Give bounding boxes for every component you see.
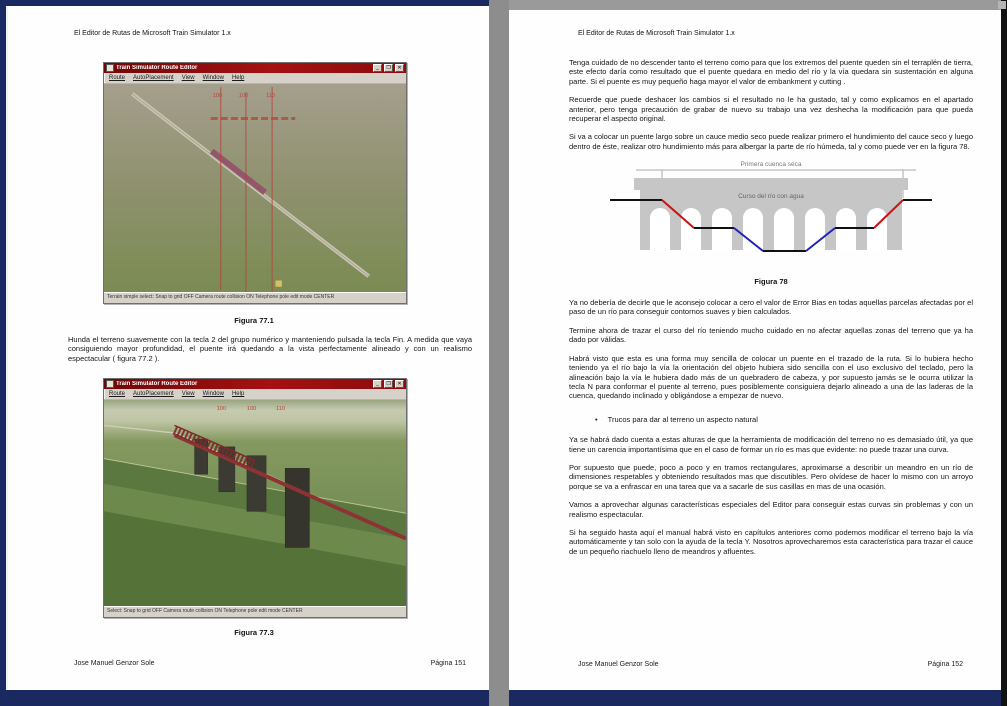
minimize-icon: _: [373, 380, 382, 388]
bridge-pier: [285, 468, 309, 547]
close-icon: ✕: [395, 64, 404, 72]
viewer-edge: [1001, 0, 1007, 706]
terrain-viewport: [104, 400, 406, 606]
footer-page-number: Página 151: [430, 660, 466, 667]
viewer-background-strip: [509, 0, 1001, 10]
paragraph: Recuerde que puede deshacer los cambios si el resultado no le ha gustado, tal y como explicamos en el apartado anterior, pero tenga precaución de grabar de nuevo su trabajo una vez deshecha la modificación para que pueda recuperar el aspecto original.: [569, 95, 973, 124]
footer-author: Jose Manuel Genzor Sole: [578, 661, 659, 668]
page-right: [509, 10, 1001, 690]
menu-route: Route: [109, 75, 126, 81]
paragraph: Ya se habrá dado cuenta a estas alturas de que la herramienta de modificación del terreno no es demasiado útil, ya que tiene un carencia importantísima que en el caso de formar un río es mas que evidente: no puede trazar una curva.: [569, 435, 973, 454]
app-icon: [106, 64, 114, 72]
right-page-body: [569, 58, 973, 565]
bridge-pier: [247, 456, 266, 512]
page-footer-left: [74, 660, 466, 667]
menu-window: Window: [202, 391, 224, 397]
page-header-right: El Editor de Rutas de Microsoft Train Simulator 1.x: [578, 30, 735, 37]
bullet-heading-text: Trucos para dar al terreno un aspecto natural: [607, 414, 758, 424]
figure-caption: Figura 77.3: [234, 628, 274, 637]
menu-view: View: [181, 391, 195, 397]
bullet-icon: •: [595, 414, 598, 424]
page-left: [6, 6, 491, 690]
terrain-viewport: [104, 84, 406, 292]
titlebar: [104, 63, 406, 73]
statusbar: Select: Snap to grid OFF Camera route collision ON Telephone pole edit mode CENTER: [104, 606, 406, 617]
menu-help: Help: [231, 75, 245, 81]
close-icon: ✕: [395, 380, 404, 388]
menubar: [104, 389, 406, 400]
gizmo-number: 100: [246, 405, 257, 412]
paragraph: Hunda el terreno suavemente con la tecla 2 del grupo numérico y manteniendo pulsada la tecla Fin. A medida que vaya consiguiendo mayor profundidad, el puente irá quedando a la vista perfectamente alineado y con un realismo espectacular ( figura 77.2 ).: [68, 335, 472, 363]
scrollbar-corner: [998, 1, 1006, 9]
page-header-left: El Editor de Rutas de Microsoft Train Simulator 1.x: [74, 30, 231, 37]
gizmo-number: 100: [212, 92, 222, 99]
bullet-heading: [595, 415, 973, 424]
bridge-profile-diagram: [606, 160, 936, 272]
window-title: Train Simulator Route Editor: [116, 381, 198, 387]
app-icon: [106, 380, 114, 388]
maximize-icon: ❒: [384, 380, 393, 388]
paragraph: Por supuesto que puede, poco a poco y en tramos rectangulares, aproximarse a describir un meandro en un río de dimensiones respetables y obteniendo resultados mas que discutibles. Pero olvídese de hacer lo mismo con un arroyo porque se va a enfrascar en una tarea que va a sacarle de sus casillas en mas de una ocasión.: [569, 462, 973, 491]
gizmo-number: 100: [216, 405, 226, 412]
viaduct-silhouette: [634, 178, 908, 250]
paragraph: Si va a colocar un puente largo sobre un cauce medio seco puede realizar primero el hundimiento del cauce seco y luego dentro de éste, realizar otro hundimiento más para albergar la parte de río húmeda, tal y como puede ver en la figura 78.: [569, 132, 973, 151]
cursor-marker: [275, 280, 282, 287]
terrain-scene-bridge: [104, 400, 406, 606]
screenshot-route-editor-1: [103, 62, 407, 304]
gizmo-number: 110: [276, 405, 285, 412]
paragraph: Habrá visto que esta es una forma muy sencilla de colocar un puente en el trazado de la ruta. Si lo hubiera hecho teniendo ya el río bajo la vía la orientación del objeto hubiera sido sencilla con el uso exclusivo del teclado, pero la alineación bajo la vía le hubiera dado más de un quebradero de cabeza, y por supuesto jamás se le ocurra utilizar la tecla N para conformar el puente al terreno, pues posiblemente consiguiera dejarlo alineado a una de las laderas de la cuenca, quedando inclinado y obligándose a empezar de nuevo.: [569, 353, 973, 401]
dimension-label: Primera cuenca seca: [740, 161, 802, 169]
titlebar: [104, 379, 406, 389]
menu-autoplacement: AutoPlacement: [133, 75, 174, 81]
figure-78-diagram: [569, 160, 973, 274]
page-gap-divider: [489, 0, 509, 706]
terrain-scene-track: [104, 84, 406, 292]
screenshot-route-editor-2: [103, 378, 407, 618]
menu-window: Window: [202, 75, 224, 81]
paragraph: Tenga cuidado de no descender tanto el terreno como para que los extremos del puente queden sin el terraplén de tierra, este efecto daría como resultado que el puente quedara en medio del río y la vía quedara sin sustentación en alguna parte. Si el puente es muy pequeño haga mayor el valor de embankment y cutting .: [569, 58, 973, 86]
menu-route: Route: [109, 391, 126, 397]
menu-autoplacement: AutoPlacement: [133, 391, 174, 397]
menu-view: View: [181, 75, 195, 81]
menubar: [104, 73, 406, 84]
minimize-icon: _: [373, 64, 382, 72]
gizmo-number: 110: [266, 92, 275, 99]
footer-page-number: Página 152: [927, 661, 963, 668]
figure-caption: Figura 77.1: [234, 316, 274, 325]
footer-author: Jose Manuel Genzor Sole: [74, 660, 155, 667]
statusbar: Terrain simple select: Snap to grid OFF Camera route collision ON Telephone pole edit mode CENTER: [104, 292, 406, 303]
menu-help: Help: [231, 391, 245, 397]
river-label: Curso del río con agua: [738, 193, 804, 201]
paragraph: Ya no debería de decirle que le aconsejo colocar a cero el valor de Error Bias en todas aquellas parcelas afectadas por el paso de un río para conseguir contornos suaves y bien calculados.: [569, 298, 973, 317]
window-title: Train Simulator Route Editor: [116, 65, 198, 71]
paragraph: Si ha seguido hasta aquí el manual habrá visto en capítulos anteriores como podemos modificar el terreno bajo la vía automáticamente y tan solo con la ayuda de la tecla Y. Nosotros aprovecharemos esta característica para trazar el cauce de un pequeño riachuelo lleno de meandros y afluentes.: [569, 527, 973, 556]
paragraph: Vamos a aprovechar algunas características especiales del Editor para conseguir estas curvas sin problemas y con un realismo espectacular.: [569, 500, 973, 519]
gizmo-number: 100: [238, 92, 249, 99]
page-footer-right: [578, 661, 963, 668]
paragraph: Termine ahora de trazar el curso del río teniendo mucho cuidado en no afectar aquellas zonas del terreno que ya ha dado por válidas.: [569, 325, 973, 345]
figure-caption: Figura 78: [754, 276, 788, 286]
maximize-icon: ❒: [384, 64, 393, 72]
